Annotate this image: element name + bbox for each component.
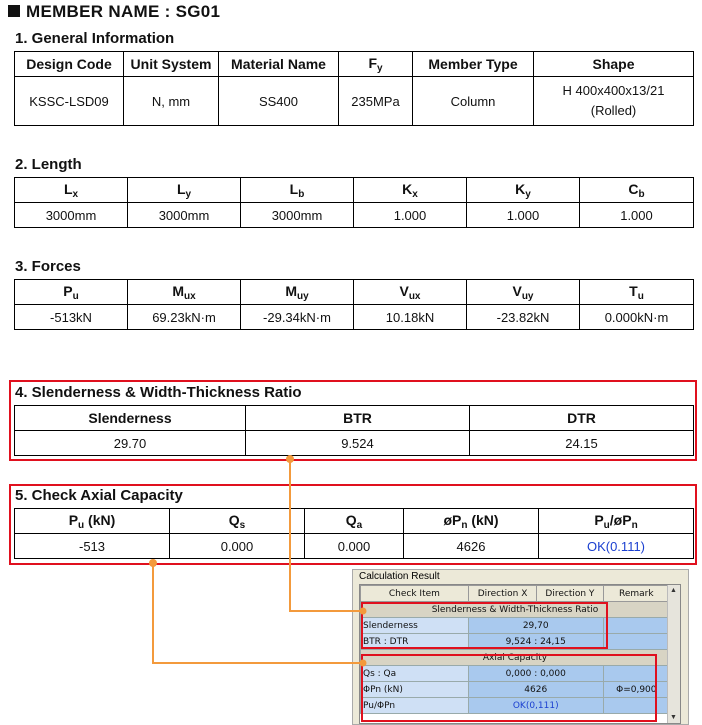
fy-sub: y [377,62,383,74]
col-shape: Shape [534,52,694,77]
phipn-unit: (kN) [467,511,499,528]
muy-sub: uy [297,290,309,302]
calc-row-label[interactable]: Pu/ΦPn [361,698,469,714]
scroll-up-icon[interactable]: ▲ [670,587,677,594]
ratio-result: OK(0.111) [539,534,694,559]
calc-row-label[interactable]: Slenderness [361,618,469,634]
phipn-sub: n [461,519,468,531]
calc-col-direction-x[interactable]: Direction X [468,586,536,602]
calc-col-direction-y[interactable]: Direction Y [537,586,603,602]
col-unit-system: Unit System [124,52,219,77]
calc-section-axial[interactable]: Axial Capacity [361,650,670,666]
cb-value: 1.000 [580,203,694,228]
connector-dot [360,608,367,615]
ratio-bsub: n [631,519,638,531]
ky-value: 1.000 [467,203,580,228]
qs-value: 0.000 [170,534,305,559]
vux-base: V [399,282,409,299]
lx-value: 3000mm [15,203,128,228]
mux-value: 69.23kN·m [128,305,241,330]
calc-row-label[interactable]: BTR : DTR [361,634,469,650]
forces-heading: 3. Forces [15,258,81,275]
unit-system-value: N, mm [124,77,219,126]
qa-sub: a [356,519,363,531]
muy-base: M [285,282,297,299]
connector-slenderness [290,459,363,611]
calc-row-value[interactable]: 4626 [468,682,603,698]
calc-col-check-item[interactable]: Check Item [361,586,469,602]
lx-base: L [63,180,73,197]
kx-value: 1.000 [354,203,467,228]
calc-section-slenderness[interactable]: Slenderness & Width-Thickness Ratio [361,602,670,618]
shape-line1: H 400x400x13/21 [562,83,665,98]
vuy-base: V [512,282,522,299]
cb-sub: b [638,188,645,200]
shape-line2: (Rolled) [590,103,637,118]
lb-value: 3000mm [241,203,354,228]
calc-row-label[interactable]: ΦPn (kN) [361,682,469,698]
vuy-value: -23.82kN [467,305,580,330]
ratio-b: /øP [609,511,632,528]
lx-sub: x [72,188,79,200]
calculation-result-title: Calculation Result [359,571,440,582]
pu-value: -513kN [15,305,128,330]
col-fy: $F_y$ [339,52,413,77]
qs-sub: s [239,519,246,531]
tu-base: T [629,282,638,299]
calc-row-value[interactable]: 0,000 : 0,000 [468,666,603,682]
connector-dot [149,559,157,567]
col-member-type: Member Type [413,52,534,77]
ratio-asub: u [603,519,610,531]
length-heading: 2. Length [15,156,82,173]
mux-base: M [172,282,184,299]
calc-col-remark[interactable]: Remark [603,586,669,602]
axial-pu-value: -513 [15,534,170,559]
lb-sub: b [298,188,305,200]
tu-sub: u [637,290,644,302]
design-code-value: KSSC-LSD09 [15,77,124,126]
scroll-down-icon[interactable]: ▼ [670,714,677,721]
ly-value: 3000mm [128,203,241,228]
qa-base: Q [345,511,357,528]
axial-pu-sub: u [78,519,85,531]
axial-pu-base: P [68,511,79,528]
page-title-text: MEMBER NAME : SG01 [26,2,221,21]
col-dtr: DTR [470,406,694,431]
ly-base: L [176,180,186,197]
phipn-value: 4626 [404,534,539,559]
axial-pu-unit: (kN) [84,511,116,528]
calc-row-remark[interactable]: Φ=0,900 [603,682,669,698]
btr-value: 9.524 [246,431,470,456]
calc-row-label[interactable]: Qs : Qa [361,666,469,682]
cb-base: C [628,180,639,197]
calc-row-value[interactable]: OK(0,111) [468,698,603,714]
dtr-value: 24.15 [470,431,694,456]
mux-sub: ux [184,290,196,302]
phipn-base: øP [443,511,462,528]
kx-sub: x [412,188,418,200]
slenderness-heading: 4. Slenderness & Width-Thickness Ratio [15,384,302,401]
connector-dot [286,455,294,463]
pu-sub: u [72,290,79,302]
ky-base: K [515,180,526,197]
tu-value: 0.000kN·m [580,305,694,330]
connector-dot [360,660,367,667]
material-value: SS400 [219,77,339,126]
axial-heading: 5. Check Axial Capacity [15,487,183,504]
muy-value: -29.34kN·m [241,305,354,330]
lb-base: L [289,180,299,197]
slenderness-value: 29.70 [15,431,246,456]
qs-base: Q [228,511,240,528]
calc-row-value[interactable]: 29,70 [468,618,603,634]
col-design-code: Design Code [15,52,124,77]
fy-value: 235MPa [339,77,413,126]
vuy-sub: uy [521,290,534,302]
pu-base: P [63,282,73,299]
general-heading: 1. General Information [15,30,175,47]
vux-value: 10.18kN [354,305,467,330]
col-btr: BTR [246,406,470,431]
kx-base: K [402,180,413,197]
ly-sub: y [185,188,192,200]
qa-value: 0.000 [305,534,404,559]
vux-sub: ux [408,290,421,302]
col-material-name: Material Name [219,52,339,77]
calc-row-value[interactable]: 9,524 : 24,15 [468,634,603,650]
ratio-a: P [594,511,604,528]
member-type-value: Column [413,77,534,126]
connector-axial [153,563,363,663]
col-slenderness: Slenderness [15,406,246,431]
ky-sub: y [525,188,531,200]
